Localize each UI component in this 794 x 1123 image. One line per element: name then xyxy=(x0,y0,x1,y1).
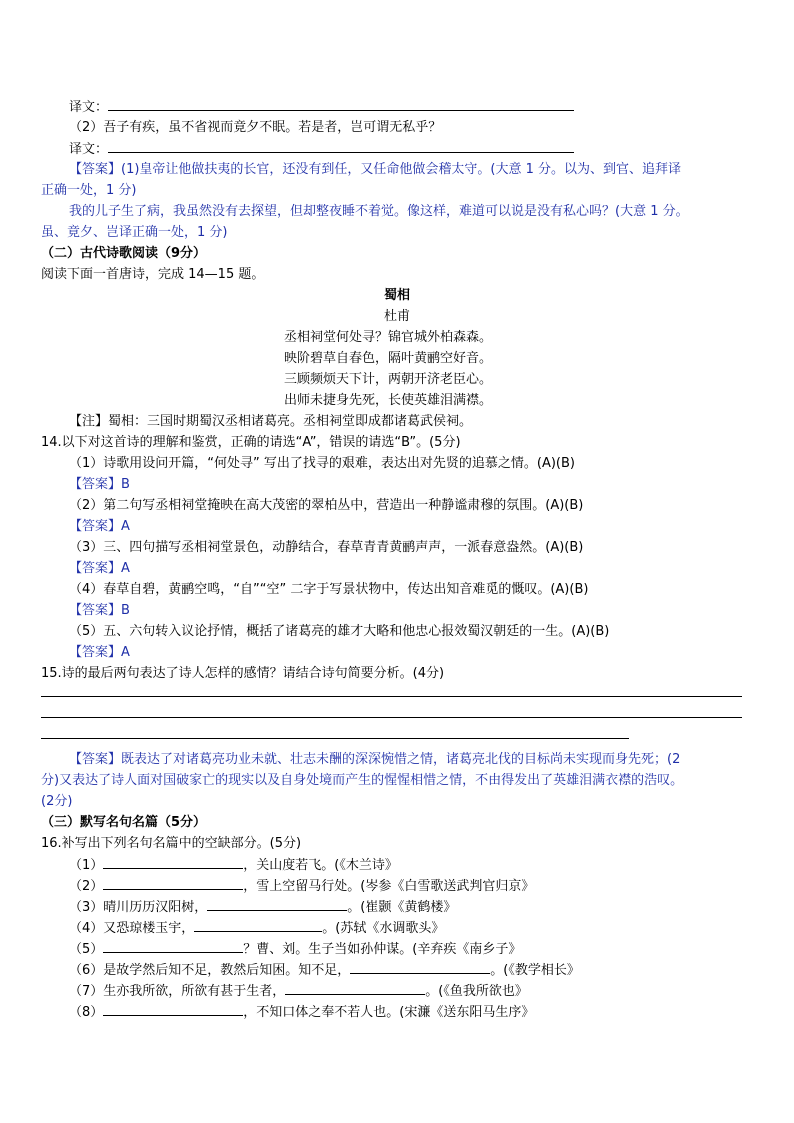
item-number: （4） xyxy=(69,921,104,936)
item-suffix: 。(苏轼《水调歌头》 xyxy=(322,921,445,936)
translation-line-1 xyxy=(69,97,574,116)
q16-item xyxy=(69,876,534,895)
answer-line[interactable] xyxy=(41,738,629,739)
item-number: （7） xyxy=(69,984,104,999)
fill-blank[interactable] xyxy=(103,1002,243,1016)
poem-line: 丞相祠堂何处寻？锦官城外柏森森。 xyxy=(284,330,493,345)
translation-label: 译文： xyxy=(69,100,109,115)
q13-answer-line-1: 【答案】(1)皇帝让他做扶夷的长官，还没有到任，又任命他做会稽太守。(大意 1 分。以为、到官、追拜译 xyxy=(69,162,682,177)
fill-blank[interactable] xyxy=(103,876,243,890)
fill-blank[interactable] xyxy=(103,855,243,869)
item-number: （3） xyxy=(69,900,104,915)
q15-answer-line-3: (2分) xyxy=(41,794,73,809)
fill-blank[interactable] xyxy=(350,960,490,974)
q16-stem: 16.补写出下列名句名篇中的空缺部分。(5分) xyxy=(41,836,302,851)
item-suffix: 。(《教学相长》 xyxy=(490,963,580,978)
q13-answer-line-2: 正确一处，1 分) xyxy=(41,183,137,198)
section-heading-poetry: （二）古代诗歌阅读（9分） xyxy=(41,246,207,261)
fill-blank[interactable] xyxy=(285,981,425,995)
item-number: （6） xyxy=(69,963,104,978)
q14-option: （3）三、四句描写丞相祠堂景色，动静结合，春草青青黄鹂声声，一派春意盎然。(A)(B) xyxy=(69,540,584,555)
q15-answer-line-2: 分)又表达了诗人面对国破家亡的现实以及自身处境而产生的惺惺相惜之情，不由得发出了英雄泪满衣襟的浩叹。 xyxy=(41,773,684,788)
item-prefix: 又恐琼楼玉宇， xyxy=(103,921,195,936)
item-number: （1） xyxy=(69,858,104,873)
translation-label: 译文： xyxy=(69,142,109,157)
translation-line-2 xyxy=(69,139,574,158)
poem-line: 出师未捷身先死，长使英雄泪满襟。 xyxy=(284,393,493,408)
translation-blank-2[interactable] xyxy=(108,139,574,153)
item-number: （5） xyxy=(69,942,104,957)
answer-line[interactable] xyxy=(41,696,742,697)
item-prefix: 晴川历历汉阳树， xyxy=(103,900,208,915)
q16-item xyxy=(69,981,528,1000)
item-prefix: 是故学然后知不足，教然后知困。知不足， xyxy=(103,963,351,978)
q14-option: （2）第二句写丞相祠堂掩映在高大茂密的翠柏丛中，营造出一种静谧肃穆的氛围。(A)(B) xyxy=(69,498,584,513)
item-suffix: 。(《鱼我所欲也》 xyxy=(425,984,528,999)
q14-answer: 【答案】B xyxy=(69,603,130,618)
poem-line: 映阶碧草自春色，隔叶黄鹂空好音。 xyxy=(284,351,493,366)
q13-answer-line-4: 虽、竟夕、岂译正确一处，1 分) xyxy=(41,225,228,240)
translation-blank-1[interactable] xyxy=(108,97,574,111)
q16-item xyxy=(69,960,580,979)
answer-line[interactable] xyxy=(41,717,742,718)
q14-option: （5）五、六句转入议论抒情，概括了诸葛亮的雄才大略和他忠心报效蜀汉朝廷的一生。(A)(B) xyxy=(69,624,610,639)
q14-option: （1）诗歌用设问开篇，“何处寻” 写出了找寻的艰难，表达出对先贤的追慕之情。(A)(B) xyxy=(69,456,575,471)
fill-blank[interactable] xyxy=(207,897,347,911)
poem-note: 【注】蜀相：三国时期蜀汉丞相诸葛亮。丞相祠堂即成都诸葛武侯祠。 xyxy=(69,414,473,429)
q16-item xyxy=(69,897,456,916)
item-suffix: 。(崔颢《黄鹤楼》 xyxy=(347,900,457,915)
q15-stem: 15.诗的最后两句表达了诗人怎样的感情？请结合诗句简要分析。(4分) xyxy=(41,666,445,681)
item-suffix: ，雪上空留马行处。(岑参《白雪歌送武判官归京》 xyxy=(243,879,535,894)
item-suffix: ，不知口体之奉不若人也。(宋濂《送东阳马生序》 xyxy=(243,1005,535,1020)
item-number: （2） xyxy=(69,879,104,894)
q14-answer: 【答案】B xyxy=(69,477,130,492)
q16-item xyxy=(69,1002,534,1021)
poem-author: 杜甫 xyxy=(383,309,410,324)
q16-item xyxy=(69,918,444,937)
poem-title: 蜀相 xyxy=(383,288,410,303)
q15-answer-line-1: 【答案】既表达了对诸葛亮功业未就、壮志未酬的深深惋惜之情，诸葛亮北伐的目标尚未实现而身先死；(2 xyxy=(69,752,681,767)
poetry-intro: 阅读下面一首唐诗，完成 14—15 题。 xyxy=(41,267,265,282)
q14-answer: 【答案】A xyxy=(69,561,130,576)
item-suffix: ，关山度若飞。(《木兰诗》 xyxy=(243,858,398,873)
q14-option: （4）春草自碧，黄鹂空鸣，“自”“空” 二字于写景状物中，传达出知音难觅的慨叹。(A)(B) xyxy=(69,582,589,597)
poem-line: 三顾频烦天下计，两朝开济老臣心。 xyxy=(284,372,493,387)
q13-item-2: （2）吾子有疾，虽不省视而竟夕不眠。若是者，岂可谓无私乎？ xyxy=(69,120,442,135)
q16-item xyxy=(69,855,398,874)
item-prefix: 生亦我所欲，所欲有甚于生者， xyxy=(103,984,286,999)
q14-answer: 【答案】A xyxy=(69,519,130,534)
fill-blank[interactable] xyxy=(103,939,243,953)
section-heading-recitation: （三）默写名句名篇（5分） xyxy=(41,815,207,830)
q16-item xyxy=(69,939,521,958)
item-number: （8） xyxy=(69,1005,104,1020)
q13-answer-line-3: 我的儿子生了病，我虽然没有去探望，但却整夜睡不着觉。像这样，难道可以说是没有私心吗？(大意 1 分。 xyxy=(69,204,689,219)
fill-blank[interactable] xyxy=(194,918,322,932)
item-suffix: ？曹、刘。生子当如孙仲谋。(辛弃疾《南乡子》 xyxy=(243,942,522,957)
q14-stem: 14.以下对这首诗的理解和鉴赏，正确的请选“A”，错误的请选“B”。(5分) xyxy=(41,435,461,450)
q14-answer: 【答案】A xyxy=(69,645,130,660)
